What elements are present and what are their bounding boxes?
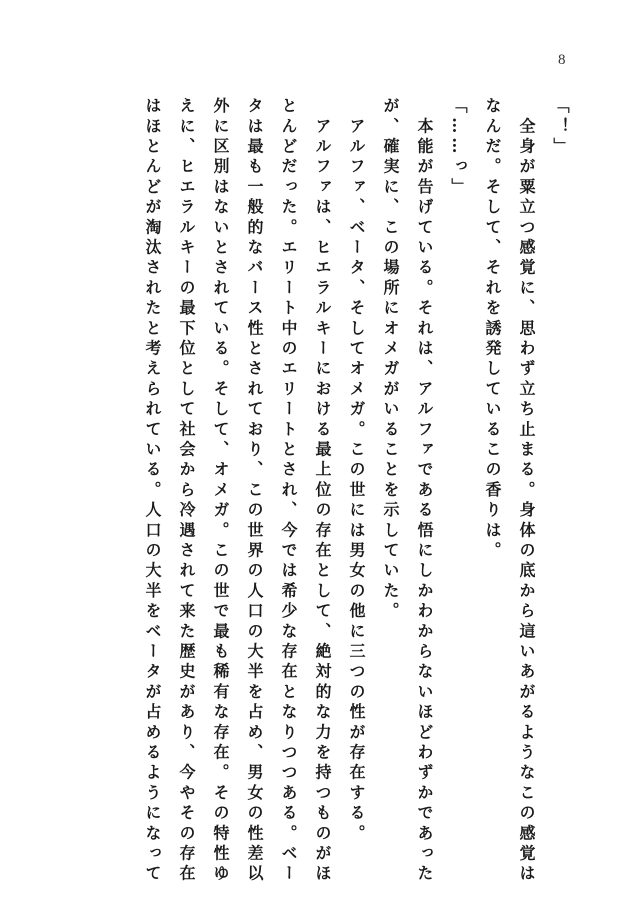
text-line: なんだ。そして、それを誘発しているこの香りは。 [483,97,502,562]
text-line: 本能が告げている。それは、アルファである悟にしかわからないほどわずかであった [415,97,434,885]
text-line: 全身が粟立つ感覚に、思わず立ち止まる。身体の底から這いあがるようなこの感覚は [517,97,536,885]
text-line: 「！」 [551,97,570,158]
text-line: 外に区別はないとされている。そして、オメガ。この世で最も稀有な存在。その特性ゆ [211,97,230,885]
text-line: タは最も一般的なバース性とされており、この世界の人口の大半を占め、男女の性差以 [245,97,264,885]
text-line: とんどだった。エリート中のエリートとされ、今では希少な存在となりつつある。ベー [279,97,298,885]
text-line: 「……っ」 [449,97,468,198]
text-line: はほとんどが淘汰されたと考えられている。人口の大半をベータが占めるようになって [143,97,162,885]
text-line: アルファは、ヒエラルキーにおける最上位の存在として、絶対的な力を持つものがほ [313,97,332,885]
vertical-text-body [135,97,577,885]
text-line: アルファ、ベータ、そしてオメガ。この世には男女の他に三つの性が存在する。 [347,97,366,845]
text-line: が、確実に、この場所にオメガがいることを示していた。 [381,97,400,623]
page-number: 8 [558,52,566,68]
text-line: えに、ヒエラルキーの最下位として社会から冷遇されて来た歴史があり、今やその存在 [177,97,196,885]
